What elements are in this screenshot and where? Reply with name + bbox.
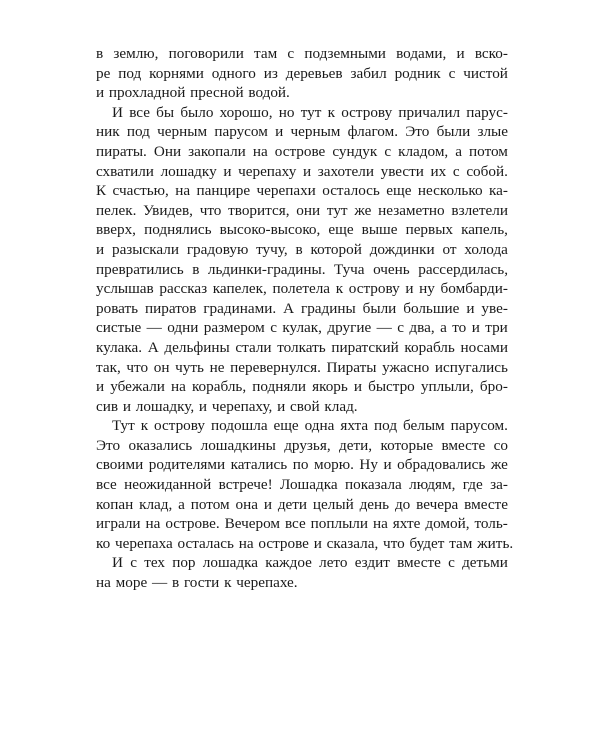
text-line: все неожиданной встрече! Лошадка показала людям, где за- <box>96 476 508 494</box>
text-line: вверх, поднялись высоко-высоко, еще выше первых капель, <box>96 221 508 239</box>
text-line: систые — одни размером с кулак, другие — с два, а то и три <box>96 319 508 337</box>
text-line: ник под черным парусом и черным флагом. Это были злые <box>96 123 508 141</box>
text-line: в землю, поговорили там с подземными водами, и вско- <box>96 45 508 62</box>
paragraph <box>96 44 508 103</box>
text-line: К счастью, на панцире черепахи осталось еще несколько ка- <box>96 182 508 200</box>
text-line: своими родителями катались по морю. Ну и обрадовались же <box>96 456 508 474</box>
text-line: И с тех пор лошадка каждое лето ездит вместе с детьми <box>112 554 508 572</box>
text-line: И все бы было хорошо, но тут к острову причалил парус- <box>112 103 508 121</box>
text-line: играли на острове. Вечером все поплыли на яхте домой, толь- <box>96 515 508 533</box>
text-line: превратились в льдинки-градины. Туча очень рассердилась, <box>96 260 508 278</box>
text-line: сив и лошадку, и черепаху, и свой клад. <box>96 397 358 415</box>
text-line: так, что он чуть не перевернулся. Пираты ужасно испугались <box>96 358 508 376</box>
text-line: и разыскали градовую тучу, в которой дождинки от холода <box>96 240 508 258</box>
text-line: на море — в гости к черепахе. <box>96 574 298 592</box>
text-line: ко черепаха осталась на острове и сказала, что будет там жить. <box>96 534 514 552</box>
text-line: кулака. А дельфины стали толкать пиратский корабль носами <box>96 338 508 356</box>
text-line: и убежали на корабль, подняли якорь и быстро уплыли, бро- <box>96 378 508 396</box>
text-line: Тут к острову подошла еще одна яхта под белым парусом. <box>112 417 508 435</box>
text-line: ре под корнями одного из деревьев забил родник с чистой <box>96 64 508 82</box>
text-line: копан клад, а потом она и дети целый день до вечера вместе <box>96 495 508 513</box>
text-line: пираты. Они закопали на острове сундук с кладом, а потом <box>96 142 508 160</box>
text-line: пелек. Увидев, что творится, они тут же незаметно взлетели <box>96 201 508 219</box>
text-line: схватили лошадку и черепаху и захотели увести их с собой. <box>96 162 508 180</box>
book-page-text <box>96 44 514 593</box>
text-line: услышав рассказ капелек, полетела к острову и ну бомбарди- <box>96 280 508 298</box>
paragraph <box>96 553 508 592</box>
text-line: ровать пиратов градинами. А градины были большие и уве- <box>96 299 508 317</box>
text-line: и прохладной пресной водой. <box>96 84 290 102</box>
paragraph <box>96 416 514 553</box>
text-line: Это оказались лошадкины друзья, дети, которые вместе со <box>96 436 508 454</box>
paragraph <box>96 103 508 417</box>
